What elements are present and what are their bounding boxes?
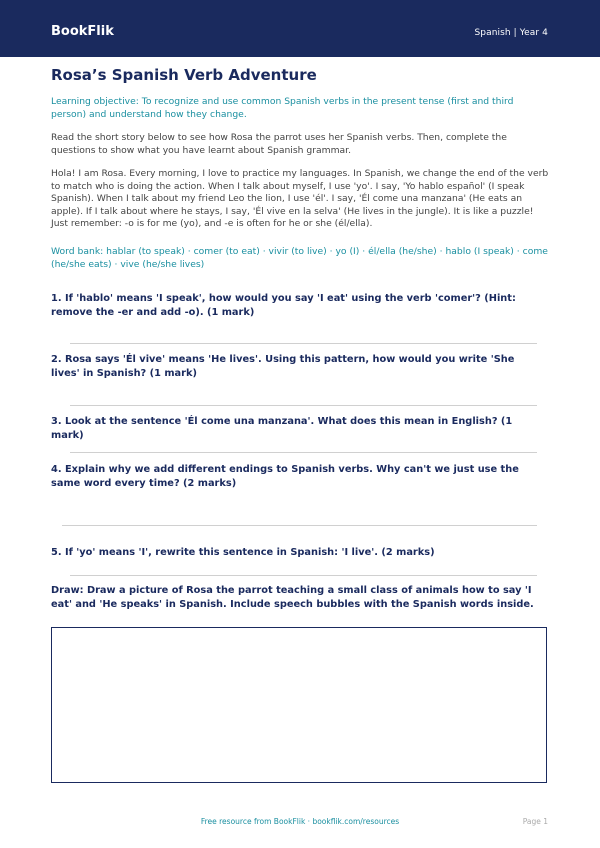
drawing-area[interactable]	[51, 627, 547, 783]
page-number: Page 1	[522, 817, 548, 826]
draw-task: Draw: Draw a picture of Rosa the parrot teaching a small class of animals how to say 'I eat' and 'He speaks' in Spanish. Include speech bubbles with the Spanish words inside.	[51, 585, 534, 610]
page-title: Rosa’s Spanish Verb Adventure	[51, 66, 317, 84]
question-2: 2. Rosa says 'Él vive' means 'He lives'. Using this pattern, how would you write 'She lives' in Spanish? (1 mark)	[51, 354, 515, 379]
story-text: Hola! I am Rosa. Every morning, I love to practice my languages. In Spanish, we change the end of the verb to match who is doing the action. When I talk about myself, I use 'yo'. I say, 'Yo hablo español' (I speak Spanish). When I talk about my friend Leo the lion, I use 'él'. I say, 'Él come una manzana' (He eats an apple). If I talk about where he stays, I say, 'Él vive en la selva' (He lives in the jungle). It is like a puzzle! Just remember: -o is for me (yo), and -e is often for he or she (él/ella).	[51, 168, 549, 229]
word-bank: Word bank: hablar (to speak) · comer (to eat) · vivir (to live) · yo (I) · él/ella (he/she) · hablo (I speak) · come (he/she eats) · vive (he/she lives)	[51, 246, 548, 270]
answer-line-q5[interactable]	[70, 575, 537, 576]
brand-logo: BookFlik	[51, 24, 114, 39]
answer-line-q1[interactable]	[70, 343, 537, 344]
learning-objective: Learning objective: To recognize and use common Spanish verbs in the present tense (first and third person) and understand how they change.	[51, 96, 514, 120]
question-5: 5. If 'yo' means 'I', rewrite this sentence in Spanish: 'I live'. (2 marks)	[51, 547, 435, 558]
question-3: 3. Look at the sentence 'Él come una manzana'. What does this mean in English? (1 mark)	[51, 416, 513, 441]
question-1: 1. If 'hablo' means 'I speak', how would you say 'I eat' using the verb 'comer'? (Hint: remove the -er and add -o). (1 mark)	[51, 293, 516, 318]
page-header	[0, 0, 600, 57]
subject-year-label: Spanish | Year 4	[474, 28, 548, 38]
answer-line-q4[interactable]	[62, 525, 537, 526]
question-4: 4. Explain why we add different endings to Spanish verbs. Why can't we just use the same word every time? (2 marks)	[51, 464, 519, 489]
answer-line-q3[interactable]	[70, 452, 537, 453]
answer-line-q2[interactable]	[70, 405, 537, 406]
instructions-text: Read the short story below to see how Rosa the parrot uses her Spanish verbs. Then, complete the questions to show what you have learnt about Spanish grammar.	[51, 132, 507, 156]
footer-text: Free resource from BookFlik · bookflik.com/resources	[200, 817, 400, 826]
